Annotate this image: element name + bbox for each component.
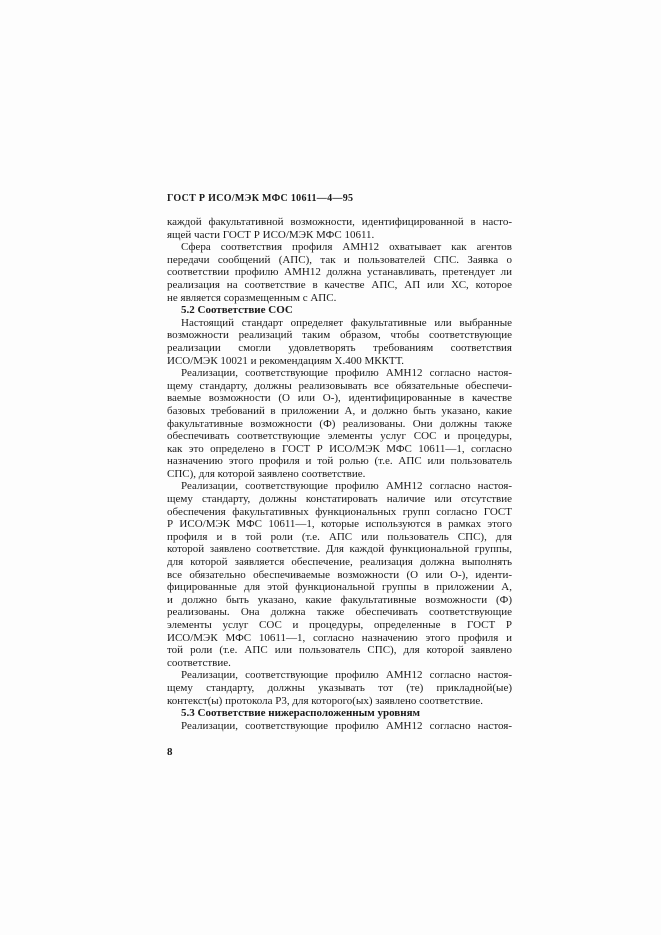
text-line: щему стандарту, должны реализовывать все обязательные обеспечи-	[167, 379, 512, 392]
text-line: реализации смогли удовлетворять требованиям соответствия	[167, 341, 512, 354]
text-line: назначению этого профиля и той ролью (т.е. АПС или пользователь	[167, 455, 512, 468]
text-line: щему стандарту, должны констатировать наличие или отсутствие	[167, 493, 512, 506]
text-line: контекст(ы) протокола Р3, для которого(ых) заявлено соответствие.	[167, 694, 484, 707]
text-line: Реализации, соответствующие профилю АМН12 согласно настоя-	[181, 669, 512, 682]
text-line: соответствие.	[167, 656, 231, 669]
text-line: элементы услуг СОС и процедуры, определенные в ГОСТ Р	[167, 619, 512, 631]
text-line: для которой заявляется обеспечение, реализация должна выполнять	[167, 556, 512, 569]
text-line: СПС), для которой заявлено соответствие.	[167, 467, 366, 480]
text-line: профиля и в той роли (т.е. АПС или пользователь СПС), для	[167, 530, 512, 543]
text-line: Реализации, соответствующие профилю АМН12 согласно настоя-	[181, 719, 512, 732]
text-line: передачи сообщений (АПС), так и пользователей СПС. Заявка о	[167, 253, 512, 266]
section-heading: 5.3 Соответствие нижерасположенным уровням	[181, 707, 421, 720]
text-line: реализация на соответствие в качестве АПС, АП или ХС, которое	[167, 278, 512, 291]
text-line: ИСО/МЭК 10021 и рекомендациям Х.400 МККТТ.	[167, 354, 404, 367]
text-line: Реализации, соответствующие профилю АМН12 согласно настоя-	[181, 480, 512, 493]
page-number: 8	[167, 746, 173, 758]
text-line: базовых требований в приложении А, и должно быть указано, какие	[167, 404, 512, 417]
running-header: ГОСТ Р ИСО/МЭК МФС 10611—4—95	[167, 193, 354, 204]
text-line: реализованы. Она должна также обеспечивать соответствующие	[167, 606, 512, 619]
text-line: как это определено в ГОСТ Р ИСО/МЭК МФС 10611—1, согласно	[167, 442, 512, 455]
text-line: Р ИСО/МЭК МФС 10611—1, которые используются в рамках этого	[167, 518, 512, 531]
text-line: обеспечения факультативных функциональных групп согласно ГОСТ	[167, 505, 512, 518]
text-line: ящей части ГОСТ Р ИСО/МЭК МФС 10611.	[167, 228, 375, 241]
text-line: Сфера соответствия профиля АМН12 охватывает как агентов	[181, 241, 512, 254]
text-line: обеспечивать соответствующие элементы услуг СОС и процедуры,	[167, 430, 512, 443]
text-line: факультативные возможности (Ф) реализованы. Они должны также	[167, 417, 512, 430]
text-line: которой заявлено соответствие. Для каждой функциональной группы,	[167, 543, 512, 556]
text-line: ИСО/МЭК МФС 10611—1, согласно назначению этого профиля и	[167, 631, 512, 644]
text-line: Настоящий стандарт определяет факультативные или выбранные	[181, 316, 512, 329]
text-line: той роли (т.е. АПС или пользователь СПС), для которой заявлено	[167, 644, 512, 657]
text-line: ваемые возможности (О или О-), идентифицированные в качестве	[167, 392, 512, 405]
body-text	[167, 216, 512, 732]
text-line: соответствии профилю АМН12 должна устанавливать, претендует ли	[167, 266, 512, 279]
text-line: каждой факультативной возможности, идентифицированной в насто-	[167, 216, 512, 228]
text-line: не является соразмещенным с АПС.	[167, 291, 337, 304]
text-line: и должно быть указано, какие факультативные возможности (Ф)	[167, 593, 512, 606]
text-line: фицированные для этой функциональной группы в приложении А,	[167, 581, 512, 594]
section-heading: 5.2 Соответствие СОС	[181, 304, 293, 317]
text-line: Реализации, соответствующие профилю АМН12 согласно настоя-	[181, 367, 512, 380]
text-line: возможности реализаций таким образом, чтобы соответствующие	[167, 329, 512, 342]
text-line: все обязательно обеспечиваемые возможности (О или О-), иденти-	[167, 568, 512, 581]
text-line: щему стандарту, должны указывать тот (те) прикладной(ые)	[167, 681, 512, 694]
